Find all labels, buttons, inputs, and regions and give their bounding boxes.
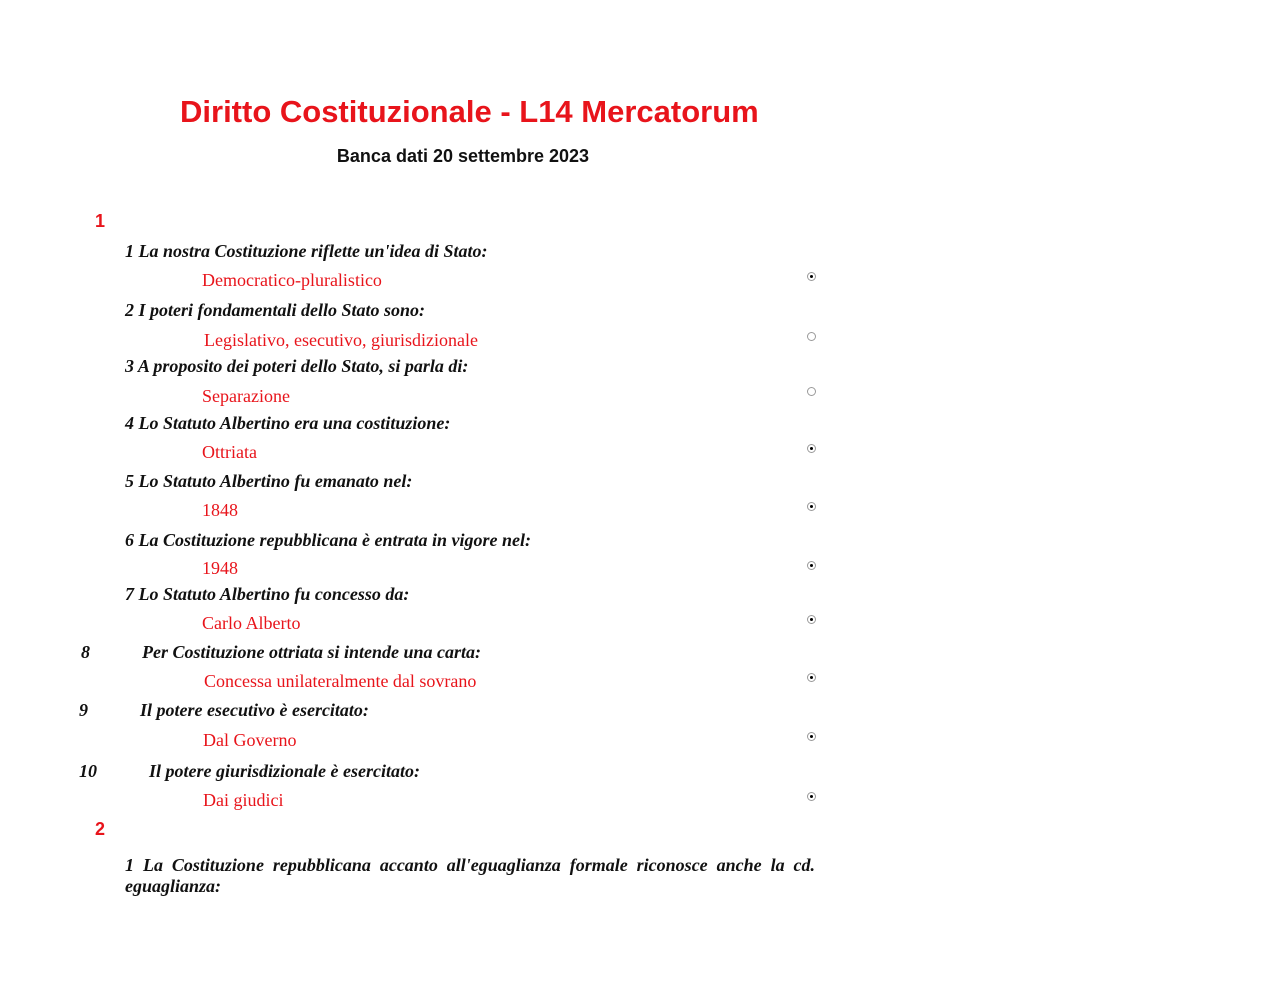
answer-text: 1848 [202,500,238,520]
answer-radio[interactable] [807,387,816,396]
question-number: 9 [79,700,88,720]
question-label: Per Costituzione ottriata si intende una carta: [142,642,482,662]
question-label: La Costituzione repubblicana accanto all'eguaglianza formale riconosce anche la cd. eguaglianza: [125,855,816,896]
question-number: 8 [81,642,90,662]
document-title: Diritto Costituzionale - L14 Mercatorum [180,94,759,129]
question-label: La nostra Costituzione riflette un'idea di Stato: [138,241,488,261]
answer-text: Carlo Alberto [202,613,301,633]
answer-radio[interactable] [807,332,816,341]
question-label: Il potere giurisdizionale è esercitato: [149,761,420,781]
question-text [125,356,468,377]
question-number: 2 [125,300,134,320]
question-text [125,471,412,492]
answer-radio[interactable] [807,272,816,281]
question-label: Il potere esecutivo è esercitato: [140,700,369,720]
question-number: 6 [125,530,134,550]
answer-radio[interactable] [807,615,816,624]
question-number: 5 [125,471,134,491]
answer-radio[interactable] [807,732,816,741]
section-number: 1 [95,211,106,231]
question-number: 7 [125,584,134,604]
answer-radio[interactable] [807,444,816,453]
question-label: A proposito dei poteri dello Stato, si parla di: [137,356,469,376]
answer-radio[interactable] [807,502,816,511]
section-number: 2 [95,819,106,839]
answer-text: Concessa unilateralmente dal sovrano [204,671,477,691]
answer-text: Dai giudici [203,790,284,810]
question-label: Lo Statuto Albertino era una costituzione: [138,413,451,433]
question-text [125,855,815,897]
question-number: 1 [125,855,134,875]
question-text [125,241,488,262]
answer-text: 1948 [202,558,238,578]
document-subtitle: Banca dati 20 settembre 2023 [336,146,590,166]
question-number: 4 [125,413,134,433]
answer-radio[interactable] [807,561,816,570]
answer-radio[interactable] [807,792,816,801]
question-text [125,413,450,434]
question-label: La Costituzione repubblicana è entrata in vigore nel: [138,530,532,550]
answer-text: Dal Governo [203,730,297,750]
question-number: 10 [79,761,97,781]
question-text [125,300,425,321]
answer-text: Ottriata [202,442,257,462]
question-text [125,584,409,605]
question-label: Lo Statuto Albertino fu emanato nel: [138,471,413,491]
question-number: 3 [125,356,134,376]
answer-text: Legislativo, esecutivo, giurisdizionale [204,330,478,350]
question-label: Lo Statuto Albertino fu concesso da: [138,584,410,604]
answer-radio[interactable] [807,673,816,682]
question-label: I poteri fondamentali dello Stato sono: [138,300,426,320]
answer-text: Democratico-pluralistico [202,270,382,290]
question-number: 1 [125,241,134,261]
question-text [125,530,531,551]
answer-text: Separazione [202,386,290,406]
